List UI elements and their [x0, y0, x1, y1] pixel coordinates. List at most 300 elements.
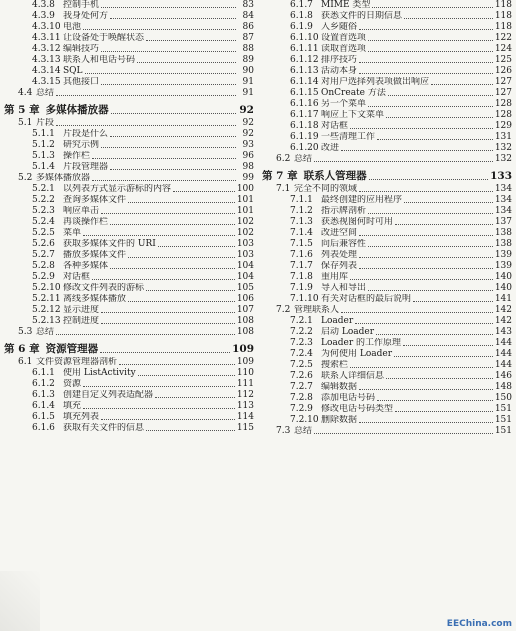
toc-entry-number: 6.1.15: [290, 88, 319, 98]
toc-subsection-row[interactable]: [262, 283, 512, 294]
toc-subsection-row[interactable]: [262, 110, 512, 121]
toc-leader-dots: [359, 61, 493, 63]
toc-subsection-row[interactable]: [262, 250, 512, 261]
toc-subsection-row[interactable]: [4, 423, 254, 434]
toc-entry-title: 总结: [294, 426, 313, 436]
toc-entry-title: 操作栏: [63, 151, 91, 161]
toc-entry-number: 6.1.13: [290, 66, 319, 76]
toc-entry-page: 84: [242, 11, 254, 21]
toc-entry-page: 132: [494, 143, 512, 153]
toc-entry-title: 获取有关文件的信息: [63, 423, 145, 433]
toc-subsection-row[interactable]: [262, 239, 512, 250]
toc-entry-page: 127: [494, 77, 512, 87]
toc-section-row[interactable]: [262, 154, 512, 165]
toc-leader-dots: [56, 124, 236, 126]
toc-entry-title: 其他接口: [63, 77, 100, 87]
toc-entry-title: 响应上下文菜单: [321, 110, 385, 120]
toc-leader-dots: [341, 149, 493, 151]
toc-entry-number: 4.3.11: [32, 33, 61, 43]
toc-leader-dots: [394, 355, 493, 357]
toc-entry-number: 6.1.3: [32, 390, 55, 400]
toc-entry-page: 124: [494, 44, 512, 54]
toc-leader-dots: [110, 17, 236, 19]
toc-subsection-row[interactable]: [262, 338, 512, 349]
toc-entry-number: 5.2.2: [32, 195, 55, 205]
toc-leader-dots: [56, 333, 235, 335]
toc-entry-number: 5.1.3: [32, 151, 55, 161]
toc-entry-page: 126: [494, 66, 512, 76]
toc-subsection-row[interactable]: [262, 99, 512, 110]
toc-subsection-row[interactable]: [4, 206, 254, 217]
toc-leader-dots: [350, 278, 493, 280]
toc-entry-title: 另一个菜单: [321, 99, 367, 109]
toc-entry-page: 132: [494, 154, 512, 164]
toc-chapter-row[interactable]: [262, 169, 512, 183]
toc-entry-number: 7.2.3: [290, 338, 313, 348]
toc-entry-title: 改进: [321, 143, 340, 153]
toc-entry-title: 以列表方式显示游标的内容: [63, 184, 172, 194]
watermark: EEChina.com: [446, 619, 512, 629]
toc-entry-number: 5.1.2: [32, 140, 55, 150]
toc-subsection-row[interactable]: [262, 206, 512, 217]
toc-entry-title: 排序技巧: [321, 55, 358, 65]
toc-entry-page: 118: [494, 0, 512, 10]
toc-entry-title: 管理联系人: [294, 305, 340, 315]
toc-subsection-row[interactable]: [4, 0, 254, 11]
toc-leader-dots: [83, 385, 235, 387]
toc-entry-page: 90: [242, 66, 254, 76]
toc-subsection-row[interactable]: [262, 132, 512, 143]
toc-entry-page: 140: [494, 272, 512, 282]
toc-section-row[interactable]: [262, 184, 512, 195]
toc-entry-number: 7.1.9: [290, 283, 313, 293]
toc-subsection-row[interactable]: [262, 195, 512, 206]
toc-leader-dots: [359, 190, 493, 192]
toc-entry-number: 5.2.3: [32, 206, 55, 216]
toc-subsection-row[interactable]: [4, 390, 254, 401]
toc-subsection-row[interactable]: [4, 283, 254, 294]
toc-subsection-row[interactable]: [4, 239, 254, 250]
toc-entry-title: 显示进度: [63, 305, 100, 315]
toc-entry-title: 联系人和电话号码: [63, 55, 136, 65]
toc-leader-dots: [359, 28, 493, 30]
toc-subsection-row[interactable]: [4, 129, 254, 140]
toc-subsection-row[interactable]: [262, 261, 512, 272]
toc-entry-title: 总结: [36, 327, 55, 337]
toc-subsection-row[interactable]: [4, 379, 254, 390]
toc-leader-dots: [137, 61, 236, 63]
toc-leader-dots: [368, 39, 493, 41]
toc-leader-dots: [101, 322, 235, 324]
toc-leader-dots: [341, 311, 493, 313]
toc-leader-dots: [368, 105, 493, 107]
toc-entry-page: 91: [242, 77, 254, 87]
toc-entry-page: 86: [242, 22, 254, 32]
toc-leader-dots: [128, 256, 235, 258]
toc-subsection-row[interactable]: [4, 11, 254, 22]
toc-leader-dots: [110, 168, 236, 170]
toc-entry-title: 片段: [36, 118, 55, 128]
toc-entry-page: 151: [494, 415, 512, 425]
toc-entry-page: 146: [494, 371, 512, 381]
toc-subsection-row[interactable]: [262, 11, 512, 22]
toc-entry-page: 151: [494, 404, 512, 414]
toc-entry-number: 5.2.11: [32, 294, 61, 304]
toc-subsection-row[interactable]: [262, 77, 512, 88]
toc-section-row[interactable]: [4, 357, 254, 368]
toc-entry-title: 获悉文件的日期信息: [321, 11, 403, 21]
toc-section-row[interactable]: [4, 173, 254, 184]
toc-chapter-row[interactable]: [4, 342, 254, 356]
toc-entry-number: 5.1.1: [32, 129, 55, 139]
toc-leader-dots: [101, 418, 235, 420]
toc-entry-page: 137: [494, 217, 512, 227]
toc-entry-page: 134: [494, 206, 512, 216]
toc-entry-number: 6.1.4: [32, 401, 55, 411]
toc-entry-title: 控制手机: [63, 0, 100, 10]
toc-entry-title: 完全不同的领域: [294, 184, 358, 194]
toc-subsection-row[interactable]: [262, 228, 512, 239]
toc-column-left: [4, 0, 254, 434]
toc-entry-number: 6.1.19: [290, 132, 319, 142]
toc-entry-number: 6.1.11: [290, 44, 319, 54]
toc-entry-page: 127: [494, 88, 512, 98]
toc-subsection-row[interactable]: [262, 22, 512, 33]
toc-entry-title: 有关对话框的最后说明: [321, 294, 412, 304]
toc-entry-title: 离线多媒体播放: [63, 294, 127, 304]
toc-leader-dots: [404, 201, 493, 203]
toc-leader-dots: [173, 190, 235, 192]
toc-entry-page: 118: [494, 22, 512, 32]
toc-subsection-row[interactable]: [4, 44, 254, 55]
toc-leader-dots: [92, 157, 236, 159]
toc-entry-title: 让设备处于唤醒状态: [63, 33, 145, 43]
toc-subsection-row[interactable]: [262, 382, 512, 393]
toc-leader-dots: [101, 146, 236, 148]
toc-entry-page: 134: [494, 195, 512, 205]
toc-entry-title: 文件资源管理器剖析: [36, 357, 118, 367]
toc-entry-number: 5.2.10: [32, 283, 61, 293]
toc-entry-title: 资源: [63, 379, 82, 389]
toc-entry-page: 88: [242, 44, 254, 54]
toc-subsection-row[interactable]: [4, 401, 254, 412]
toc-subsection-row[interactable]: [4, 368, 254, 379]
toc-subsection-row[interactable]: [262, 393, 512, 404]
toc-leader-dots: [100, 351, 230, 353]
toc-entry-title: 向后兼容性: [321, 239, 367, 249]
toc-entry-number: 6.1.20: [290, 143, 319, 153]
toc-entry-title: 对用户选择列表项做出响应: [321, 77, 430, 87]
toc-entry-page: 144: [494, 338, 512, 348]
toc-leader-dots: [110, 223, 235, 225]
toc-entry-number: 6.1.9: [290, 22, 313, 32]
toc-subsection-row[interactable]: [4, 228, 254, 239]
toc-entry-page: 93: [242, 140, 254, 150]
toc-section-row[interactable]: [262, 305, 512, 316]
toc-entry-title: 活动本身: [321, 66, 358, 76]
toc-entry-number: 7.2: [276, 305, 291, 315]
toc-subsection-row[interactable]: [262, 33, 512, 44]
toc-entry-title: 填充列表: [63, 412, 100, 422]
toc-leader-dots: [431, 83, 493, 85]
toc-section-row[interactable]: [4, 327, 254, 338]
toc-entry-title: 联系人管理器: [303, 170, 367, 182]
toc-entry-number: 7.1.6: [290, 250, 313, 260]
toc-entry-title: 添加电话号码: [321, 393, 376, 403]
toc-entry-page: 114: [236, 412, 254, 422]
toc-leader-dots: [395, 223, 493, 225]
toc-subsection-row[interactable]: [4, 294, 254, 305]
toc-section-row[interactable]: [262, 426, 512, 437]
toc-entry-title: 一些清理工作: [321, 132, 376, 142]
toc-leader-dots: [359, 256, 493, 258]
toc-entry-number: 7.1.5: [290, 239, 313, 249]
toc-entry-title: 修改文件列表的游标: [63, 283, 145, 293]
toc-leader-dots: [350, 366, 493, 368]
toc-subsection-row[interactable]: [4, 217, 254, 228]
toc-entry-title: 搜索栏: [321, 360, 349, 370]
toc-leader-dots: [101, 212, 235, 214]
toc-subsection-row[interactable]: [262, 66, 512, 77]
toc-subsection-row[interactable]: [4, 261, 254, 272]
toc-entry-title: 多媒体播放器: [45, 104, 109, 116]
toc-entry-page: 89: [242, 55, 254, 65]
toc-leader-dots: [85, 72, 236, 74]
toc-entry-number: 7.1.3: [290, 217, 313, 227]
toc-entry-number: 6.1.2: [32, 379, 55, 389]
toc-leader-dots: [359, 267, 493, 269]
toc-entry-title: 获悉视图何时可用: [321, 217, 394, 227]
toc-entry-page: 128: [494, 99, 512, 109]
toc-leader-dots: [101, 6, 236, 8]
toc-subsection-row[interactable]: [262, 217, 512, 228]
page-stain: [0, 571, 40, 631]
toc-leader-dots: [146, 39, 236, 41]
toc-entry-page: 110: [236, 368, 254, 378]
toc-subsection-row[interactable]: [262, 327, 512, 338]
toc-subsection-row[interactable]: [4, 140, 254, 151]
toc-subsection-row[interactable]: [4, 305, 254, 316]
toc-entry-number: 4.3.13: [32, 55, 61, 65]
toc-entry-page: 103: [236, 239, 254, 249]
toc-leader-dots: [110, 135, 236, 137]
toc-entry-page: 112: [236, 390, 254, 400]
toc-entry-title: 各种多媒体: [63, 261, 109, 271]
toc-entry-number: 7.1: [276, 184, 291, 194]
toc-leader-dots: [101, 83, 236, 85]
toc-subsection-row[interactable]: [4, 162, 254, 173]
toc-entry-page: 109: [232, 343, 254, 355]
toc-entry-page: 98: [242, 162, 254, 172]
toc-entry-number: 6.1.7: [290, 0, 313, 10]
toc-leader-dots: [110, 267, 235, 269]
toc-entry-title: Loader 的工作原理: [321, 338, 402, 348]
toc-subsection-row[interactable]: [4, 33, 254, 44]
toc-leader-dots: [92, 278, 235, 280]
toc-entry-page: 148: [494, 382, 512, 392]
toc-entry-title: 设置首选项: [321, 33, 367, 43]
toc-entry-title: 控制进度: [63, 316, 100, 326]
toc-entry-page: 87: [242, 33, 254, 43]
toc-leader-dots: [146, 429, 235, 431]
toc-entry-number: 第 6 章: [4, 343, 40, 355]
toc-entry-number: 6.1.18: [290, 121, 319, 131]
toc-entry-title: 修改电话号码类型: [321, 404, 394, 414]
toc-entry-number: 6.1.10: [290, 33, 319, 43]
toc-entry-page: 91: [242, 88, 254, 98]
toc-chapter-row[interactable]: [4, 103, 254, 117]
toc-entry-number: 5.2.12: [32, 305, 61, 315]
toc-entry-title: OnCreate 方法: [321, 88, 386, 98]
toc-subsection-row[interactable]: [262, 88, 512, 99]
toc-leader-dots: [372, 6, 492, 8]
toc-entry-page: 113: [236, 401, 254, 411]
toc-entry-number: 第 7 章: [262, 170, 298, 182]
toc-subsection-row[interactable]: [262, 121, 512, 132]
toc-entry-page: 107: [236, 305, 254, 315]
toc-entry-title: 重用库: [321, 272, 349, 282]
toc-entry-page: 101: [236, 206, 254, 216]
toc-leader-dots: [359, 72, 493, 74]
toc-entry-number: 7.2.9: [290, 404, 313, 414]
toc-subsection-row[interactable]: [4, 55, 254, 66]
toc-entry-title: 最终创建的应用程序: [321, 195, 403, 205]
toc-column-right: [262, 0, 512, 437]
toc-leader-dots: [56, 94, 236, 96]
toc-subsection-row[interactable]: [262, 360, 512, 371]
toc-entry-title: 列表处理: [321, 250, 358, 260]
toc-subsection-row[interactable]: [4, 412, 254, 423]
toc-entry-number: 7.1.7: [290, 261, 313, 271]
toc-entry-number: 5.2.1: [32, 184, 55, 194]
toc-entry-number: 6.1.5: [32, 412, 55, 422]
toc-entry-page: 109: [236, 357, 254, 367]
toc-entry-number: 6.1.12: [290, 55, 319, 65]
toc-leader-dots: [377, 138, 493, 140]
toc-entry-page: 105: [236, 283, 254, 293]
toc-entry-number: 5.1: [18, 118, 33, 128]
toc-subsection-row[interactable]: [262, 294, 512, 305]
toc-entry-page: 104: [236, 261, 254, 271]
toc-entry-title: 播放多媒体文件: [63, 250, 127, 260]
toc-entry-page: 138: [494, 239, 512, 249]
toc-leader-dots: [395, 410, 493, 412]
toc-entry-number: 5.2.7: [32, 250, 55, 260]
toc-subsection-row[interactable]: [4, 272, 254, 283]
toc-entry-number: 7.2.4: [290, 349, 313, 359]
toc-entry-page: 92: [242, 129, 254, 139]
toc-subsection-row[interactable]: [262, 415, 512, 426]
toc-entry-number: 5.2.13: [32, 316, 61, 326]
toc-entry-number: 7.1.4: [290, 228, 313, 238]
toc-entry-page: 96: [242, 151, 254, 161]
toc-entry-number: 7.2.8: [290, 393, 313, 403]
toc-entry-page: 142: [494, 305, 512, 315]
toc-leader-dots: [146, 289, 235, 291]
toc-entry-page: 103: [236, 250, 254, 260]
toc-entry-page: 108: [236, 316, 254, 326]
toc-subsection-row[interactable]: [262, 371, 512, 382]
toc-entry-number: 5.2.6: [32, 239, 55, 249]
toc-subsection-row[interactable]: [262, 0, 512, 11]
toc-subsection-row[interactable]: [262, 55, 512, 66]
toc-leader-dots: [101, 50, 236, 52]
toc-entry-page: 133: [490, 170, 512, 182]
toc-leader-dots: [368, 212, 493, 214]
toc-subsection-row[interactable]: [4, 316, 254, 327]
toc-subsection-row[interactable]: [4, 195, 254, 206]
toc-entry-page: 122: [494, 33, 512, 43]
toc-entry-number: 第 5 章: [4, 104, 40, 116]
toc-leader-dots: [386, 116, 493, 118]
toc-entry-page: 150: [494, 393, 512, 403]
toc-subsection-row[interactable]: [4, 22, 254, 33]
toc-entry-page: 92: [239, 104, 254, 116]
toc-leader-dots: [83, 234, 235, 236]
toc-entry-title: 删除数据: [321, 415, 358, 425]
toc-leader-dots: [368, 289, 493, 291]
toc-entry-page: 125: [494, 55, 512, 65]
toc-entry-number: 5.3: [18, 327, 33, 337]
toc-subsection-row[interactable]: [262, 272, 512, 283]
toc-leader-dots: [386, 377, 493, 379]
toc-subsection-row[interactable]: [4, 77, 254, 88]
toc-subsection-row[interactable]: [4, 66, 254, 77]
toc-entry-page: 144: [494, 349, 512, 359]
toc-subsection-row[interactable]: [4, 250, 254, 261]
toc-entry-title: 保存列表: [321, 261, 358, 271]
toc-subsection-row[interactable]: [262, 316, 512, 327]
toc-leader-dots: [359, 234, 493, 236]
toc-entry-title: 导入和导出: [321, 283, 367, 293]
toc-entry-number: 7.2.5: [290, 360, 313, 370]
toc-leader-dots: [413, 300, 493, 302]
toc-subsection-row[interactable]: [262, 143, 512, 154]
toc-entry-title: 读取首选项: [321, 44, 367, 54]
toc-entry-number: 5.2.5: [32, 228, 55, 238]
toc-leader-dots: [119, 363, 235, 365]
toc-entry-title: 指示牌剖析: [321, 206, 367, 216]
toc-entry-page: 104: [236, 272, 254, 282]
toc-leader-dots: [388, 94, 493, 96]
toc-entry-page: 118: [494, 11, 512, 21]
toc-subsection-row[interactable]: [4, 184, 254, 195]
toc-leader-dots: [158, 245, 235, 247]
toc-entry-title: 获取多媒体文件的 URI: [63, 239, 156, 249]
toc-section-row[interactable]: [4, 88, 254, 99]
toc-entry-page: 129: [494, 121, 512, 131]
toc-entry-title: SQL: [63, 66, 83, 76]
toc-entry-title: 我身处何方: [63, 11, 109, 21]
toc-subsection-row[interactable]: [262, 404, 512, 415]
toc-subsection-row[interactable]: [4, 151, 254, 162]
toc-leader-dots: [314, 160, 493, 162]
toc-entry-page: 100: [236, 184, 254, 194]
toc-subsection-row[interactable]: [262, 349, 512, 360]
toc-entry-page: 144: [494, 360, 512, 370]
toc-section-row[interactable]: [4, 118, 254, 129]
toc-entry-title: 研究示例: [63, 140, 100, 150]
toc-entry-number: 7.1.10: [290, 294, 319, 304]
toc-entry-title: 总结: [36, 88, 55, 98]
toc-entry-page: 102: [236, 217, 254, 227]
toc-entry-page: 134: [494, 184, 512, 194]
toc-entry-page: 151: [494, 426, 512, 436]
toc-leader-dots: [92, 179, 236, 181]
toc-entry-number: 7.2.10: [290, 415, 319, 425]
toc-subsection-row[interactable]: [262, 44, 512, 55]
toc-entry-title: 启动 Loader: [321, 327, 375, 337]
